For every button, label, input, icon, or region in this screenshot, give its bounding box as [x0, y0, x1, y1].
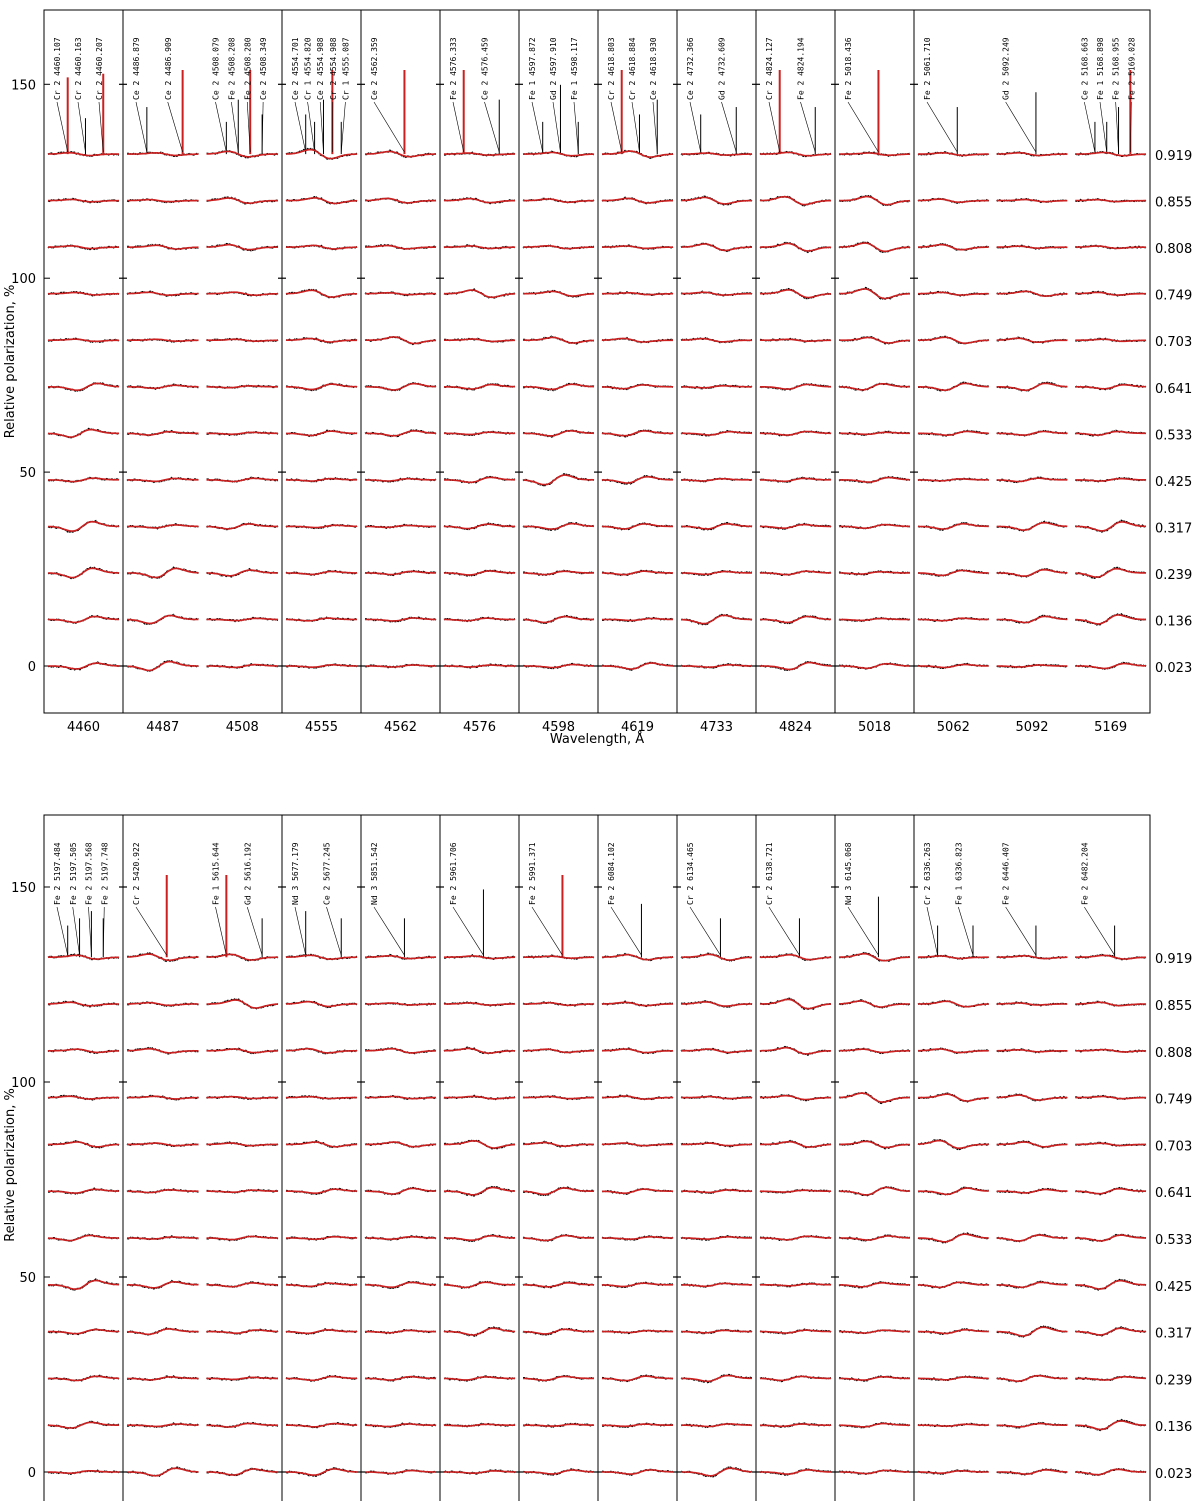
wavelength-tick-label: 5018: [857, 720, 892, 735]
line-id-leader: [231, 102, 238, 152]
wavelength-tick-label: 5169: [1094, 720, 1128, 735]
line-id-leader: [1100, 102, 1107, 152]
model-profile: [444, 1003, 515, 1005]
line-id-label: Cr 2 4554.988: [328, 37, 338, 100]
model-profile: [1075, 1421, 1146, 1429]
model-profile: [918, 1424, 989, 1426]
line-id-leader: [801, 102, 816, 152]
observed-profile: [286, 149, 357, 159]
line-id-label: Fe 2 4824.194: [796, 37, 806, 100]
model-profile: [681, 572, 752, 575]
line-id-label: Fe 2 5197.568: [84, 842, 94, 905]
model-profile: [602, 1237, 673, 1239]
model-profile: [365, 1142, 436, 1147]
model-profile: [602, 198, 673, 203]
line-id-leader: [57, 102, 68, 152]
model-profile: [839, 197, 910, 205]
line-id-label: Fe 1 6336.823: [954, 842, 964, 905]
line-id-label: Fe 2 5169.028: [1127, 37, 1137, 100]
line-id-leader: [136, 102, 147, 152]
model-profile: [444, 1377, 515, 1380]
model-profile: [365, 956, 436, 959]
model-profile: [602, 1002, 673, 1005]
model-profile: [997, 478, 1068, 481]
model-profile: [918, 956, 989, 958]
model-profile: [365, 1003, 436, 1005]
model-profile: [48, 568, 119, 577]
model-profile: [760, 1284, 831, 1286]
line-id-label: Cr 2 4460.163: [74, 37, 83, 100]
model-profile: [681, 1237, 752, 1239]
y-tick-label: 100: [11, 272, 36, 288]
model-profile: [127, 1049, 199, 1053]
line-id-label: Ce 2 4486.879: [132, 37, 141, 100]
model-profile: [286, 339, 357, 343]
line-id-leader: [532, 907, 562, 955]
line-id-leader: [769, 907, 799, 955]
model-profile: [127, 1096, 199, 1099]
model-profile: [127, 200, 199, 202]
model-profile: [681, 1049, 752, 1052]
wavelength-tick-label: 5092: [1015, 720, 1049, 735]
model-profile: [760, 1376, 831, 1380]
line-id-label: Cr 2 5420.922: [132, 842, 141, 905]
model-profile: [444, 477, 515, 482]
model-profile: [997, 1003, 1068, 1005]
phase-label: 0.919: [1155, 149, 1193, 165]
line-id-label: Ce 2 4486.909: [163, 37, 173, 100]
model-profile: [918, 1377, 989, 1380]
line-id-label: Fe 2 5197.505: [68, 842, 78, 905]
model-profile: [997, 338, 1068, 342]
line-id-label: Fe 2 5061.710: [923, 37, 932, 100]
phase-label: 0.808: [1155, 1045, 1193, 1061]
observed-profile: [997, 1326, 1068, 1337]
model-profile: [681, 292, 752, 295]
y-axis-label: Relative polarization, %: [3, 284, 18, 439]
line-id-leader: [295, 907, 306, 955]
model-profile: [839, 954, 910, 961]
model-profile: [523, 1377, 594, 1381]
model-profile: [760, 290, 831, 298]
model-profile: [760, 1142, 831, 1147]
model-profile: [760, 955, 831, 960]
line-id-label: Fe 2 4508.280: [243, 37, 253, 100]
line-id-leader: [848, 102, 878, 152]
line-id-label: Fe 1 5615.644: [211, 842, 221, 905]
line-id-leader: [168, 102, 183, 152]
model-profile: [365, 152, 436, 157]
model-profile: [760, 197, 831, 205]
model-profile: [523, 1097, 594, 1099]
model-profile: [681, 665, 752, 667]
y-tick-label: 50: [19, 466, 36, 482]
model-profile: [523, 1329, 594, 1334]
y-tick-label: 0: [27, 1466, 36, 1481]
model-profile: [286, 290, 357, 297]
model-profile: [760, 1096, 831, 1100]
model-profile: [207, 1283, 279, 1287]
model-profile: [365, 1424, 436, 1427]
model-profile: [48, 1281, 119, 1290]
line-id-leader: [532, 102, 543, 152]
model-profile: [48, 1471, 119, 1473]
model-profile: [918, 1094, 989, 1101]
phase-label: 0.855: [1155, 999, 1193, 1014]
wavelength-tick-label: 4555: [304, 720, 339, 735]
line-id-label: Cr 2 6336.263: [923, 842, 932, 905]
wavelength-tick-label: 4562: [383, 720, 418, 735]
model-profile: [207, 1423, 279, 1427]
line-id-label: Fe 2 5197.484: [53, 842, 62, 905]
y-tick-label: 150: [11, 881, 36, 896]
model-profile: [207, 386, 279, 388]
line-id-label: Fe 2 5197.748: [100, 842, 110, 905]
model-profile: [760, 1048, 831, 1054]
line-id-leader: [927, 907, 938, 955]
line-id-leader: [1084, 907, 1114, 955]
model-profile: [286, 1097, 357, 1099]
line-id-leader: [247, 907, 262, 955]
line-id-leader: [958, 907, 973, 955]
model-profile: [286, 618, 357, 621]
chart-panel-top: [3, 10, 1192, 747]
line-id-leader: [611, 102, 622, 152]
model-profile: [839, 1283, 910, 1287]
model-profile: [918, 1330, 989, 1334]
line-id-label: Cr 2 4618.884: [628, 37, 637, 100]
line-id-leader: [632, 102, 639, 152]
model-profile: [760, 1190, 831, 1192]
wavelength-tick-label: 4508: [225, 720, 259, 735]
line-id-label: Ce 2 4618.930: [649, 37, 658, 100]
line-id-label: Cr 2 6138.721: [765, 842, 774, 905]
line-id-leader: [73, 907, 80, 955]
phase-label: 0.239: [1155, 567, 1193, 583]
plot-frame: [44, 815, 1150, 1501]
line-id-leader: [927, 102, 957, 152]
model-profile: [127, 1329, 199, 1334]
model-profile: [286, 150, 357, 159]
line-id-label: Gd 2 4597.910: [549, 37, 558, 100]
line-id-label: Ce 2 5677.245: [322, 842, 332, 905]
line-id-leader: [216, 907, 227, 955]
line-id-label: Gd 2 5092.249: [1001, 37, 1011, 100]
model-profile: [523, 1470, 594, 1474]
model-profile: [1075, 479, 1146, 481]
line-id-label: Cr 2 4618.803: [607, 37, 616, 100]
line-id-leader: [374, 907, 404, 955]
line-id-leader: [57, 907, 68, 955]
model-profile: [207, 1190, 279, 1192]
model-profile: [523, 1424, 594, 1426]
line-id-label: Fe 2 5168.955: [1111, 37, 1121, 100]
model-profile: [48, 478, 119, 481]
model-profile: [997, 291, 1068, 296]
line-id-leader: [1084, 102, 1095, 152]
model-profile: [997, 1424, 1068, 1427]
model-profile: [1075, 1235, 1146, 1241]
model-profile: [760, 999, 831, 1008]
line-id-label: Cr 2 6134.465: [686, 842, 695, 905]
model-profile: [523, 475, 594, 485]
wavelength-tick-label: 4598: [541, 720, 576, 735]
phase-label: 0.855: [1155, 195, 1193, 211]
line-id-leader: [327, 907, 342, 955]
line-id-label: Cr 2 4460.207: [95, 37, 104, 100]
wavelength-tick-label: 4576: [462, 720, 497, 735]
model-profile: [602, 1470, 673, 1474]
model-profile: [365, 337, 436, 344]
wavelength-tick-label: 5062: [936, 720, 970, 735]
model-profile: [207, 1236, 279, 1239]
line-id-label: Fe 2 6446.407: [1001, 842, 1011, 905]
model-profile: [1075, 1189, 1146, 1194]
model-profile: [997, 383, 1068, 390]
model-profile: [918, 1049, 989, 1053]
phase-label: 0.425: [1155, 474, 1193, 490]
line-id-leader: [722, 102, 737, 152]
model-profile: [602, 477, 673, 483]
phase-label: 0.136: [1155, 614, 1193, 630]
line-id-label: Nd 3 5677.179: [291, 842, 300, 905]
line-id-leader: [453, 102, 464, 152]
model-profile: [997, 570, 1068, 576]
model-profile: [365, 1330, 436, 1332]
model-profile: [997, 1327, 1068, 1336]
model-profile: [207, 1143, 279, 1146]
line-id-leader: [611, 907, 641, 955]
line-id-leader: [136, 907, 167, 955]
y-tick-label: 150: [11, 78, 36, 94]
line-id-leader: [78, 102, 85, 152]
model-profile: [918, 245, 989, 250]
model-profile: [602, 293, 673, 295]
line-id-label: Ce 2 5168.663: [1080, 37, 1090, 100]
line-id-label: Fe 2 4508.208: [227, 37, 237, 100]
line-id-label: Gd 2 4732.609: [717, 37, 727, 100]
model-profile: [1075, 1281, 1146, 1289]
line-id-label: Ce 2 4508.349: [259, 37, 269, 100]
phase-label: 0.703: [1155, 335, 1193, 351]
model-profile: [286, 665, 357, 667]
phase-label: 0.239: [1155, 1373, 1193, 1389]
model-profile: [602, 1096, 673, 1099]
model-profile: [681, 386, 752, 388]
model-profile: [681, 1330, 752, 1332]
line-id-label: Ce 2 4576.459: [480, 37, 490, 100]
model-profile: [444, 1096, 515, 1098]
model-profile: [839, 1377, 910, 1380]
line-id-label: Ce 2 4554.701: [291, 37, 300, 100]
phase-label: 0.425: [1155, 1279, 1193, 1295]
model-profile: [681, 1190, 752, 1192]
phase-label: 0.533: [1155, 1233, 1193, 1248]
line-id-leader: [690, 102, 701, 152]
model-profile: [839, 619, 910, 621]
line-id-label: Fe 2 5991.371: [528, 842, 537, 905]
model-profile: [602, 1189, 673, 1193]
line-id-label: Gd 2 5616.192: [243, 842, 253, 905]
line-id-label: Fe 2 5961.706: [449, 842, 458, 905]
y-tick-label: 100: [11, 1076, 36, 1091]
model-profile: [365, 1471, 436, 1474]
model-profile: [207, 339, 279, 341]
y-tick-label: 50: [19, 1271, 36, 1286]
line-id-leader: [848, 907, 878, 955]
model-profile: [286, 431, 357, 435]
model-profile: [839, 1330, 910, 1333]
y-axis-label: Relative polarization, %: [3, 1088, 18, 1242]
model-profile: [602, 1424, 673, 1426]
model-profile: [1075, 1328, 1146, 1335]
model-profile: [444, 339, 515, 341]
model-profile: [760, 1236, 831, 1240]
model-profile: [1075, 569, 1146, 577]
line-id-label: Cr 1 4555.087: [341, 37, 351, 100]
model-profile: [839, 1093, 910, 1102]
phase-label: 0.749: [1155, 288, 1193, 304]
phase-label: 0.703: [1155, 1139, 1193, 1155]
model-profile: [760, 478, 831, 481]
observed-profile: [1075, 520, 1146, 532]
line-id-leader: [453, 907, 483, 955]
line-id-label: Cr 2 4824.127: [765, 37, 774, 100]
phase-label: 0.136: [1155, 1420, 1193, 1436]
line-id-label: Fe 1 4598.117: [570, 37, 579, 100]
model-profile: [760, 1424, 831, 1426]
model-profile: [365, 293, 436, 295]
x-axis-label: Wavelength, Å: [549, 732, 645, 747]
model-profile: [1075, 522, 1146, 531]
model-profile: [365, 246, 436, 249]
line-id-label: Ce 2 4554.988: [316, 37, 326, 100]
wavelength-tick-label: 4487: [146, 720, 180, 735]
line-id-label: Cr 1 4554.820: [303, 37, 313, 100]
model-profile: [839, 572, 910, 574]
plot-frame: [44, 10, 1150, 713]
phase-label: 0.641: [1155, 1186, 1193, 1202]
model-profile: [48, 1049, 119, 1052]
line-id-leader: [653, 102, 657, 152]
y-tick-label: 0: [27, 660, 36, 675]
model-profile: [1075, 1097, 1146, 1099]
model-profile: [48, 383, 119, 390]
line-id-label: Cr 2 4460.107: [53, 37, 62, 100]
model-profile: [444, 1328, 515, 1335]
line-id-leader: [485, 102, 500, 152]
phase-label: 0.023: [1155, 661, 1193, 676]
model-profile: [602, 151, 673, 157]
model-profile: [286, 1283, 357, 1286]
line-id-label: Fe 2 6084.102: [607, 842, 616, 905]
model-profile: [1075, 1002, 1146, 1005]
line-id-label: Ce 2 4562.359: [370, 37, 379, 100]
line-id-label: Ce 2 4508.079: [211, 37, 221, 100]
model-profile: [918, 1282, 989, 1287]
model-profile: [127, 1377, 199, 1380]
phase-label: 0.533: [1155, 428, 1193, 444]
line-id-leader: [553, 102, 560, 152]
model-profile: [444, 246, 515, 249]
phase-label: 0.749: [1155, 1092, 1193, 1108]
model-profile: [839, 1188, 910, 1195]
line-id-leader: [374, 102, 404, 152]
line-id-leader: [216, 102, 227, 152]
phase-label: 0.317: [1155, 1326, 1193, 1342]
model-profile: [918, 1234, 989, 1242]
line-id-leader: [308, 102, 315, 152]
model-profile: [444, 665, 515, 667]
model-profile: [286, 525, 357, 527]
line-id-leader: [295, 102, 306, 152]
model-profile: [997, 956, 1068, 959]
model-profile: [681, 524, 752, 529]
model-profile: [127, 616, 199, 624]
line-id-leader: [690, 907, 720, 955]
phase-label: 0.317: [1155, 521, 1193, 537]
wavelength-tick-label: 4460: [66, 720, 101, 735]
model-profile: [523, 1143, 594, 1147]
wavelength-tick-label: 4733: [699, 720, 734, 735]
model-profile: [918, 1188, 989, 1194]
model-profile: [207, 524, 279, 529]
model-profile: [127, 954, 199, 960]
line-id-label: Nd 3 5851.542: [370, 842, 379, 905]
model-profile: [127, 1282, 199, 1288]
line-id-label: Fe 1 5168.898: [1096, 37, 1105, 100]
line-id-label: Fe 1 4597.872: [528, 37, 537, 100]
line-id-leader: [341, 102, 345, 152]
line-id-leader: [574, 102, 578, 152]
model-profile: [48, 200, 119, 202]
model-profile: [602, 619, 673, 621]
phase-label: 0.023: [1155, 1467, 1193, 1482]
model-profile: [918, 383, 989, 390]
model-profile: [444, 1471, 515, 1473]
wavelength-tick-label: 4619: [620, 720, 655, 735]
model-profile: [127, 568, 199, 577]
wavelength-tick-label: 4824: [778, 720, 813, 735]
line-id-leader: [1006, 102, 1036, 152]
phase-label: 0.641: [1155, 381, 1193, 397]
model-profile: [602, 1143, 673, 1146]
line-id-leader: [769, 102, 780, 152]
line-id-label: Fe 2 4576.333: [449, 37, 458, 100]
model-profile: [839, 243, 910, 251]
phase-label: 0.808: [1155, 242, 1193, 258]
line-id-label: Fe 2 6482.204: [1080, 842, 1090, 905]
line-id-label: Ce 2 4732.366: [686, 37, 695, 100]
line-id-leader: [1006, 907, 1036, 955]
model-profile: [602, 955, 673, 960]
line-id-label: Fe 2 5018.436: [844, 37, 853, 100]
chart-panel-bottom: [3, 815, 1192, 1501]
phase-label: 0.919: [1155, 952, 1193, 968]
line-id-label: Nd 3 6145.068: [844, 842, 853, 905]
model-profile: [602, 385, 673, 389]
model-profile: [997, 616, 1068, 622]
model-profile: [48, 1142, 119, 1147]
